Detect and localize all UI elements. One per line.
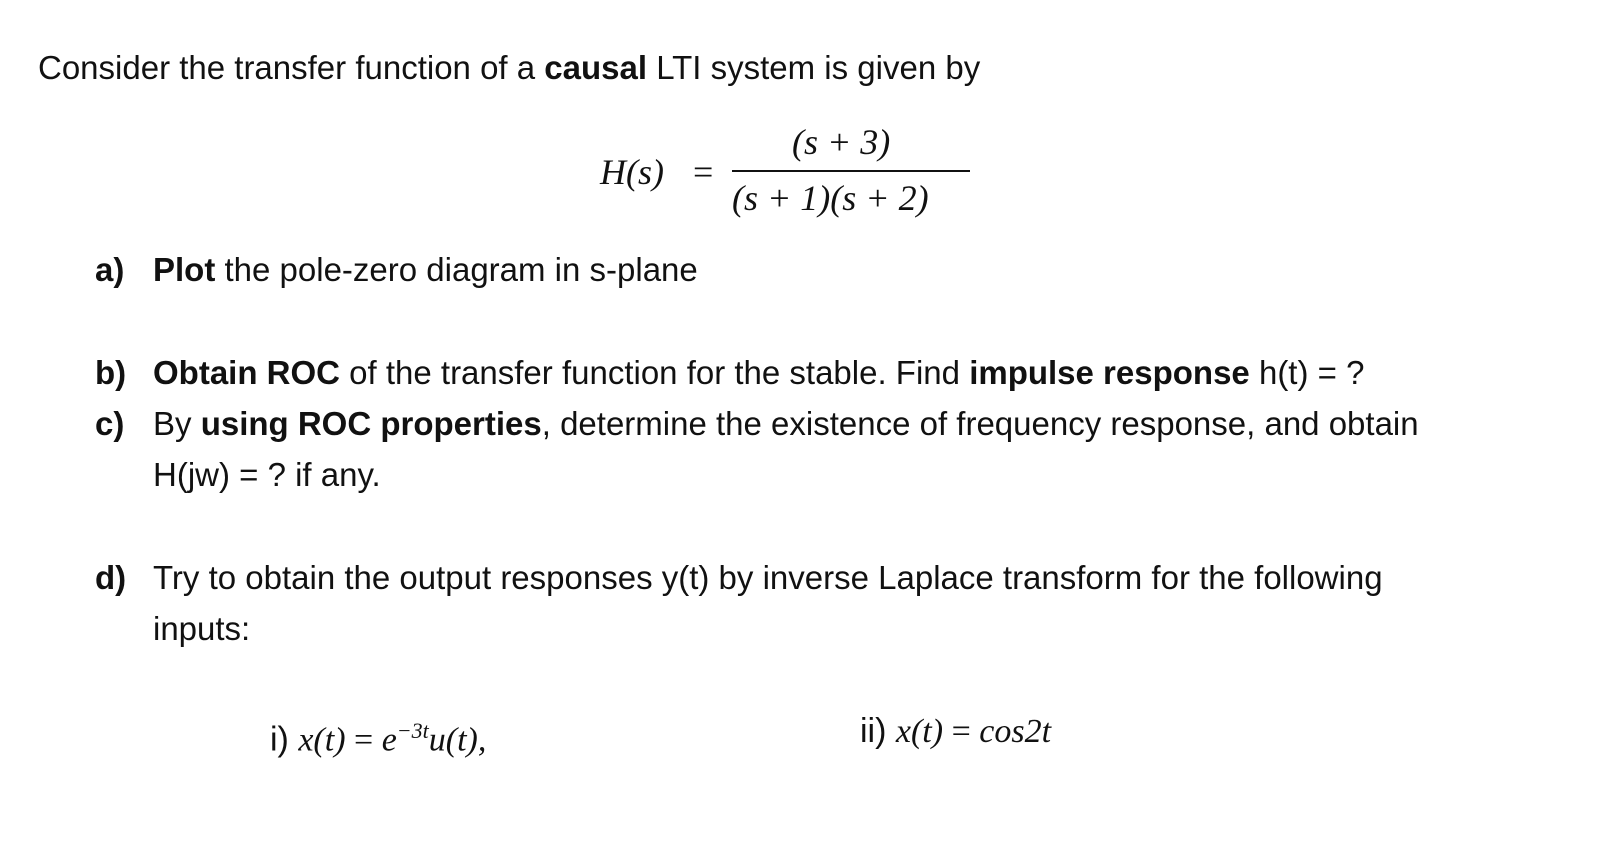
intro-text-after: LTI system is given by [647, 49, 981, 86]
transfer-function-equals: = [693, 152, 714, 192]
part-c-label: c) [95, 405, 125, 442]
input-ii-label: ii) [860, 712, 896, 750]
part-d-label: d) [95, 559, 127, 596]
transfer-function-numerator: (s + 3) [792, 122, 891, 162]
part-c-line2: H(jw) = ? if any. [153, 456, 381, 493]
input-ii-equals: = [943, 713, 980, 750]
intro-text-before: Consider the transfer function of a [38, 49, 545, 86]
part-c-text1: By [153, 405, 201, 442]
input-i [270, 711, 486, 760]
part-a-rest: the pole-zero diagram in s-plane [215, 251, 698, 288]
part-c-text2: , determine the existence of frequency response, and obtain [541, 405, 1419, 442]
part-a-text [153, 250, 698, 290]
part-b-text1: of the transfer function for the stable. Find [340, 354, 970, 391]
part-c-bold: using ROC properties [200, 405, 542, 442]
input-i-exponent: −3t [396, 718, 429, 743]
input-i-base: e [381, 721, 397, 759]
part-b-text2: h(t) = ? [1249, 354, 1365, 391]
part-b-text [153, 353, 1364, 393]
part-b-bold1: Obtain ROC [153, 354, 340, 391]
fraction-bar [732, 170, 970, 172]
part-a-label: a) [95, 251, 125, 288]
part-a-bold: Plot [153, 251, 216, 288]
intro-line [38, 48, 980, 88]
input-i-rest: u(t), [428, 721, 487, 759]
input-i-label: i) [270, 720, 299, 759]
part-b-bold2: impulse response [969, 354, 1250, 391]
input-ii [860, 711, 1051, 752]
input-ii-lhs: x(t) [895, 713, 944, 750]
part-b-label: b) [95, 354, 127, 391]
transfer-function-denominator: (s + 1)(s + 2) [732, 178, 929, 218]
part-c-line1 [153, 404, 1419, 444]
part-d-line1: Try to obtain the output responses y(t) by inverse Laplace transform for the following [153, 559, 1383, 596]
part-d-line2: inputs: [153, 610, 251, 647]
intro-text-bold: causal [544, 49, 648, 86]
transfer-function-lhs: H(s) [600, 152, 664, 192]
input-ii-rhs: cos2t [979, 713, 1052, 750]
input-i-lhs: x(t) [298, 721, 346, 759]
input-i-equals: = [345, 721, 382, 759]
